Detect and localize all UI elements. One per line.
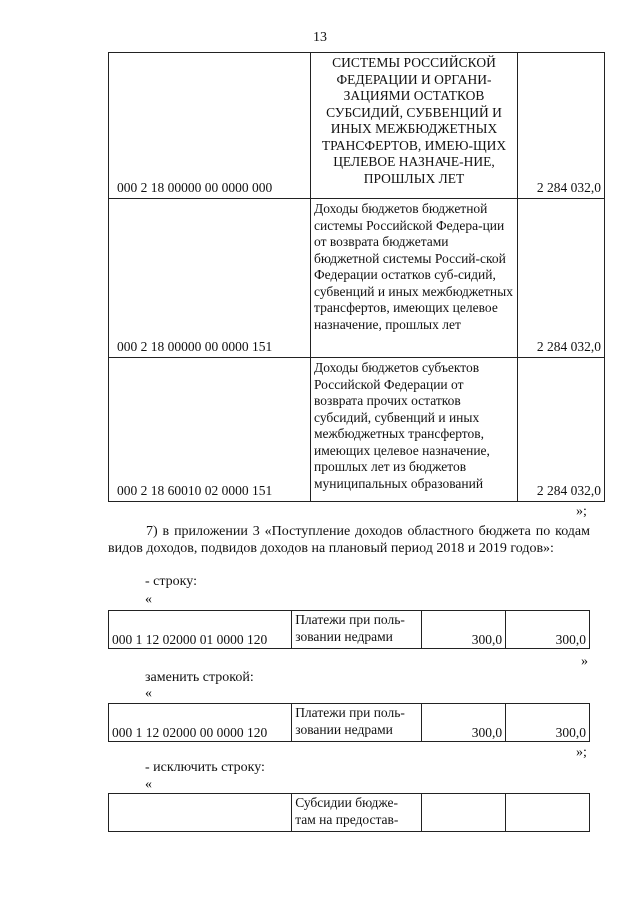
value-2019-cell: 300,0 [506,611,590,649]
code-cell [109,794,292,832]
code-cell: 000 1 12 02000 00 0000 120 [109,704,292,742]
table-row [109,611,590,649]
table-row [109,704,590,742]
value-2018-cell [422,794,506,832]
name-cell: Субсидии бюдже-там на предостав- [292,794,422,832]
page-number: 13 [313,30,327,45]
table-row-excluded [108,793,590,832]
table-row [109,199,605,358]
name-cell: Платежи при поль-зовании недрами [292,611,422,649]
table-row [109,53,605,199]
opening-quote: « [145,686,152,701]
name-cell: Доходы бюджетов субъектов Российской Федерации от возврата прочих остатков субсидий, субвенций и иных межбюджетных трансфертов, имеющих целевое назначение, прошлых лет из бюджетов муниципальных образований [311,358,518,502]
opening-quote: « [145,777,152,792]
name-cell: Доходы бюджетов бюджетной системы Российской Федера-ции от возврата бюджетами бюджетной системы Россий-ской Федерации остатков суб-сидий, субвенций и иных межбюджетных трансфертов, имеющих целевое назначение, прошлых лет [311,199,518,358]
exclude-label: - исключить строку: [145,760,265,775]
value-2019-cell: 300,0 [506,704,590,742]
row-label: - строку: [145,574,197,589]
replace-label: заменить строкой: [145,670,254,685]
closing-quote: » [581,654,588,669]
amount-cell: 2 284 032,0 [518,53,605,199]
code-cell: 000 2 18 60010 02 0000 151 [109,358,311,502]
code-cell: 000 1 12 02000 01 0000 120 [109,611,292,649]
amount-cell: 2 284 032,0 [518,358,605,502]
name-cell: СИСТЕМЫ РОССИЙСКОЙ ФЕДЕРАЦИИ И ОРГАНИ-ЗАЦИЯМИ ОСТАТКОВ СУБСИДИЙ, СУБВЕНЦИЙ И ИНЫХ МЕЖБЮДЖЕТНЫХ ТРАНСФЕРТОВ, ИМЕЮ-ЩИХ ЦЕЛЕВОЕ НАЗНАЧЕ-НИЕ, ПРОШЛЫХ ЛЕТ [311,53,518,199]
closing-quote: »; [576,745,587,760]
table-row-original [108,610,590,649]
code-cell: 000 2 18 00000 00 0000 000 [109,53,311,199]
table-row [109,794,590,832]
table-row-replacement [108,703,590,742]
table-row [109,358,605,502]
paragraph-7: 7) в приложении 3 «Поступление доходов областного бюджета по кодам видов доходов, подвидов доходов на плановый период 2018 и 2019 годов»: [108,524,590,556]
name-cell: Платежи при поль-зовании недрами [292,704,422,742]
revenue-table [108,52,605,502]
value-2018-cell: 300,0 [422,611,506,649]
value-2019-cell [506,794,590,832]
opening-quote: « [145,592,152,607]
value-2018-cell: 300,0 [422,704,506,742]
code-cell: 000 2 18 00000 00 0000 151 [109,199,311,358]
closing-quote: »; [576,504,587,519]
amount-cell: 2 284 032,0 [518,199,605,358]
